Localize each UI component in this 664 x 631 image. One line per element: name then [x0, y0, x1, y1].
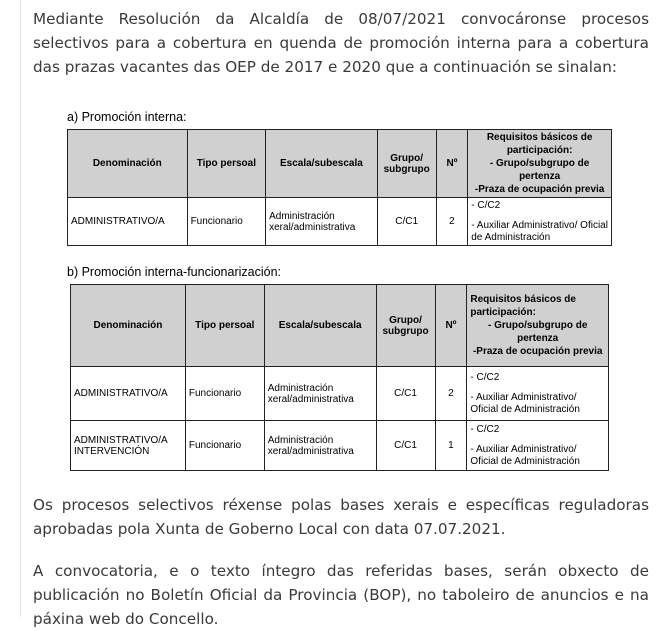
table-b-heading: b) Promoción interna-funcionarización:: [67, 265, 281, 279]
header-requisitos: [467, 285, 609, 367]
req-grupo: - Grupo/subgrupo de pertenza: [489, 158, 590, 182]
req-praza: -Praza de ocupación previa: [472, 346, 603, 357]
table-a-heading: a) Promoción interna:: [67, 110, 187, 124]
header-num: Nº: [435, 285, 467, 367]
header-requisitos: [468, 130, 612, 198]
req-title: Requisitos básicos de participación:: [470, 294, 576, 318]
table-row: [71, 421, 609, 471]
cell-requisitos: [468, 198, 612, 246]
cell-tipo: Funcionario: [187, 198, 266, 246]
bases-paragraph: Os procesos selectivos réxense polas bases xerais e específicas reguladoras aprobadas pola Xunta de Goberno Local con data 07.07.2021.: [33, 496, 649, 538]
cell-denominacion: ADMINISTRATIVO/A: [68, 198, 188, 246]
header-tipo-persoal: Tipo persoal: [185, 285, 264, 367]
intro-paragraph: Mediante Resolución da Alcaldía de 08/07/2021 convocáronse procesos selectivos para a cobertura en quenda de promoción interna para a cobertura das prazas vacantes das OEP de 2017 e 2020 que a continuación se sinalan:: [33, 10, 649, 76]
cell-escala: Administración xeral/administrativa: [264, 367, 376, 421]
req-value-1: - C/C2: [470, 371, 500, 383]
cell-denominacion: ADMINISTRATIVO/A: [71, 367, 186, 421]
table-row: [68, 198, 612, 246]
req-value-1: - C/C2: [471, 199, 501, 211]
req-title: Requisitos básicos de participación:: [486, 132, 593, 156]
req-praza: -Praza de ocupación previa: [474, 184, 605, 195]
cell-grupo: C/C1: [376, 367, 435, 421]
cell-denominacion: ADMINISTRATIVO/A INTERVENCIÓN: [71, 421, 186, 471]
header-denominacion: Denominación: [71, 285, 186, 367]
cell-requisitos: [467, 367, 609, 421]
table-header-row: [71, 285, 609, 367]
header-grupo: Grupo/ subgrupo: [377, 130, 436, 198]
cell-num: 2: [436, 198, 468, 246]
header-escala: Escala/subescala: [266, 130, 378, 198]
promocion-interna-table: [67, 129, 612, 246]
req-grupo: - Grupo/subgrupo de pertenza: [487, 320, 588, 344]
req-value-2: - Auxiliar Administrativo/ Oficial de Administración: [470, 443, 580, 467]
cell-num: 1: [435, 421, 467, 471]
header-grupo: Grupo/ subgrupo: [376, 285, 435, 367]
header-tipo-persoal: Tipo persoal: [187, 130, 266, 198]
cell-requisitos: [467, 421, 609, 471]
req-value-2: - Auxiliar Administrativo/ Oficial de Administración: [471, 219, 608, 243]
cell-escala: Administración xeral/administrativa: [266, 198, 378, 246]
content-left-border: [20, 0, 21, 617]
req-value-1: - C/C2: [470, 423, 500, 435]
cell-tipo: Funcionario: [185, 421, 264, 471]
table-header-row: [68, 130, 612, 198]
cell-num: 2: [435, 367, 467, 421]
header-escala: Escala/subescala: [264, 285, 376, 367]
header-num: Nº: [436, 130, 468, 198]
promocion-funcionarizacion-table: [70, 284, 609, 471]
req-value-2: - Auxiliar Administrativo/ Oficial de Administración: [470, 391, 580, 415]
table-row: [71, 367, 609, 421]
cell-grupo: C/C1: [377, 198, 436, 246]
cell-tipo: Funcionario: [185, 367, 264, 421]
cell-escala: Administración xeral/administrativa: [264, 421, 376, 471]
cell-grupo: C/C1: [376, 421, 435, 471]
header-denominacion: Denominación: [68, 130, 188, 198]
publication-paragraph: A convocatoria, e o texto íntegro das referidas bases, serán obxecto de publicación no Boletín Oficial da Provincia (BOP), no taboleiro de anuncios e na páxina web do Concello.: [33, 562, 649, 628]
